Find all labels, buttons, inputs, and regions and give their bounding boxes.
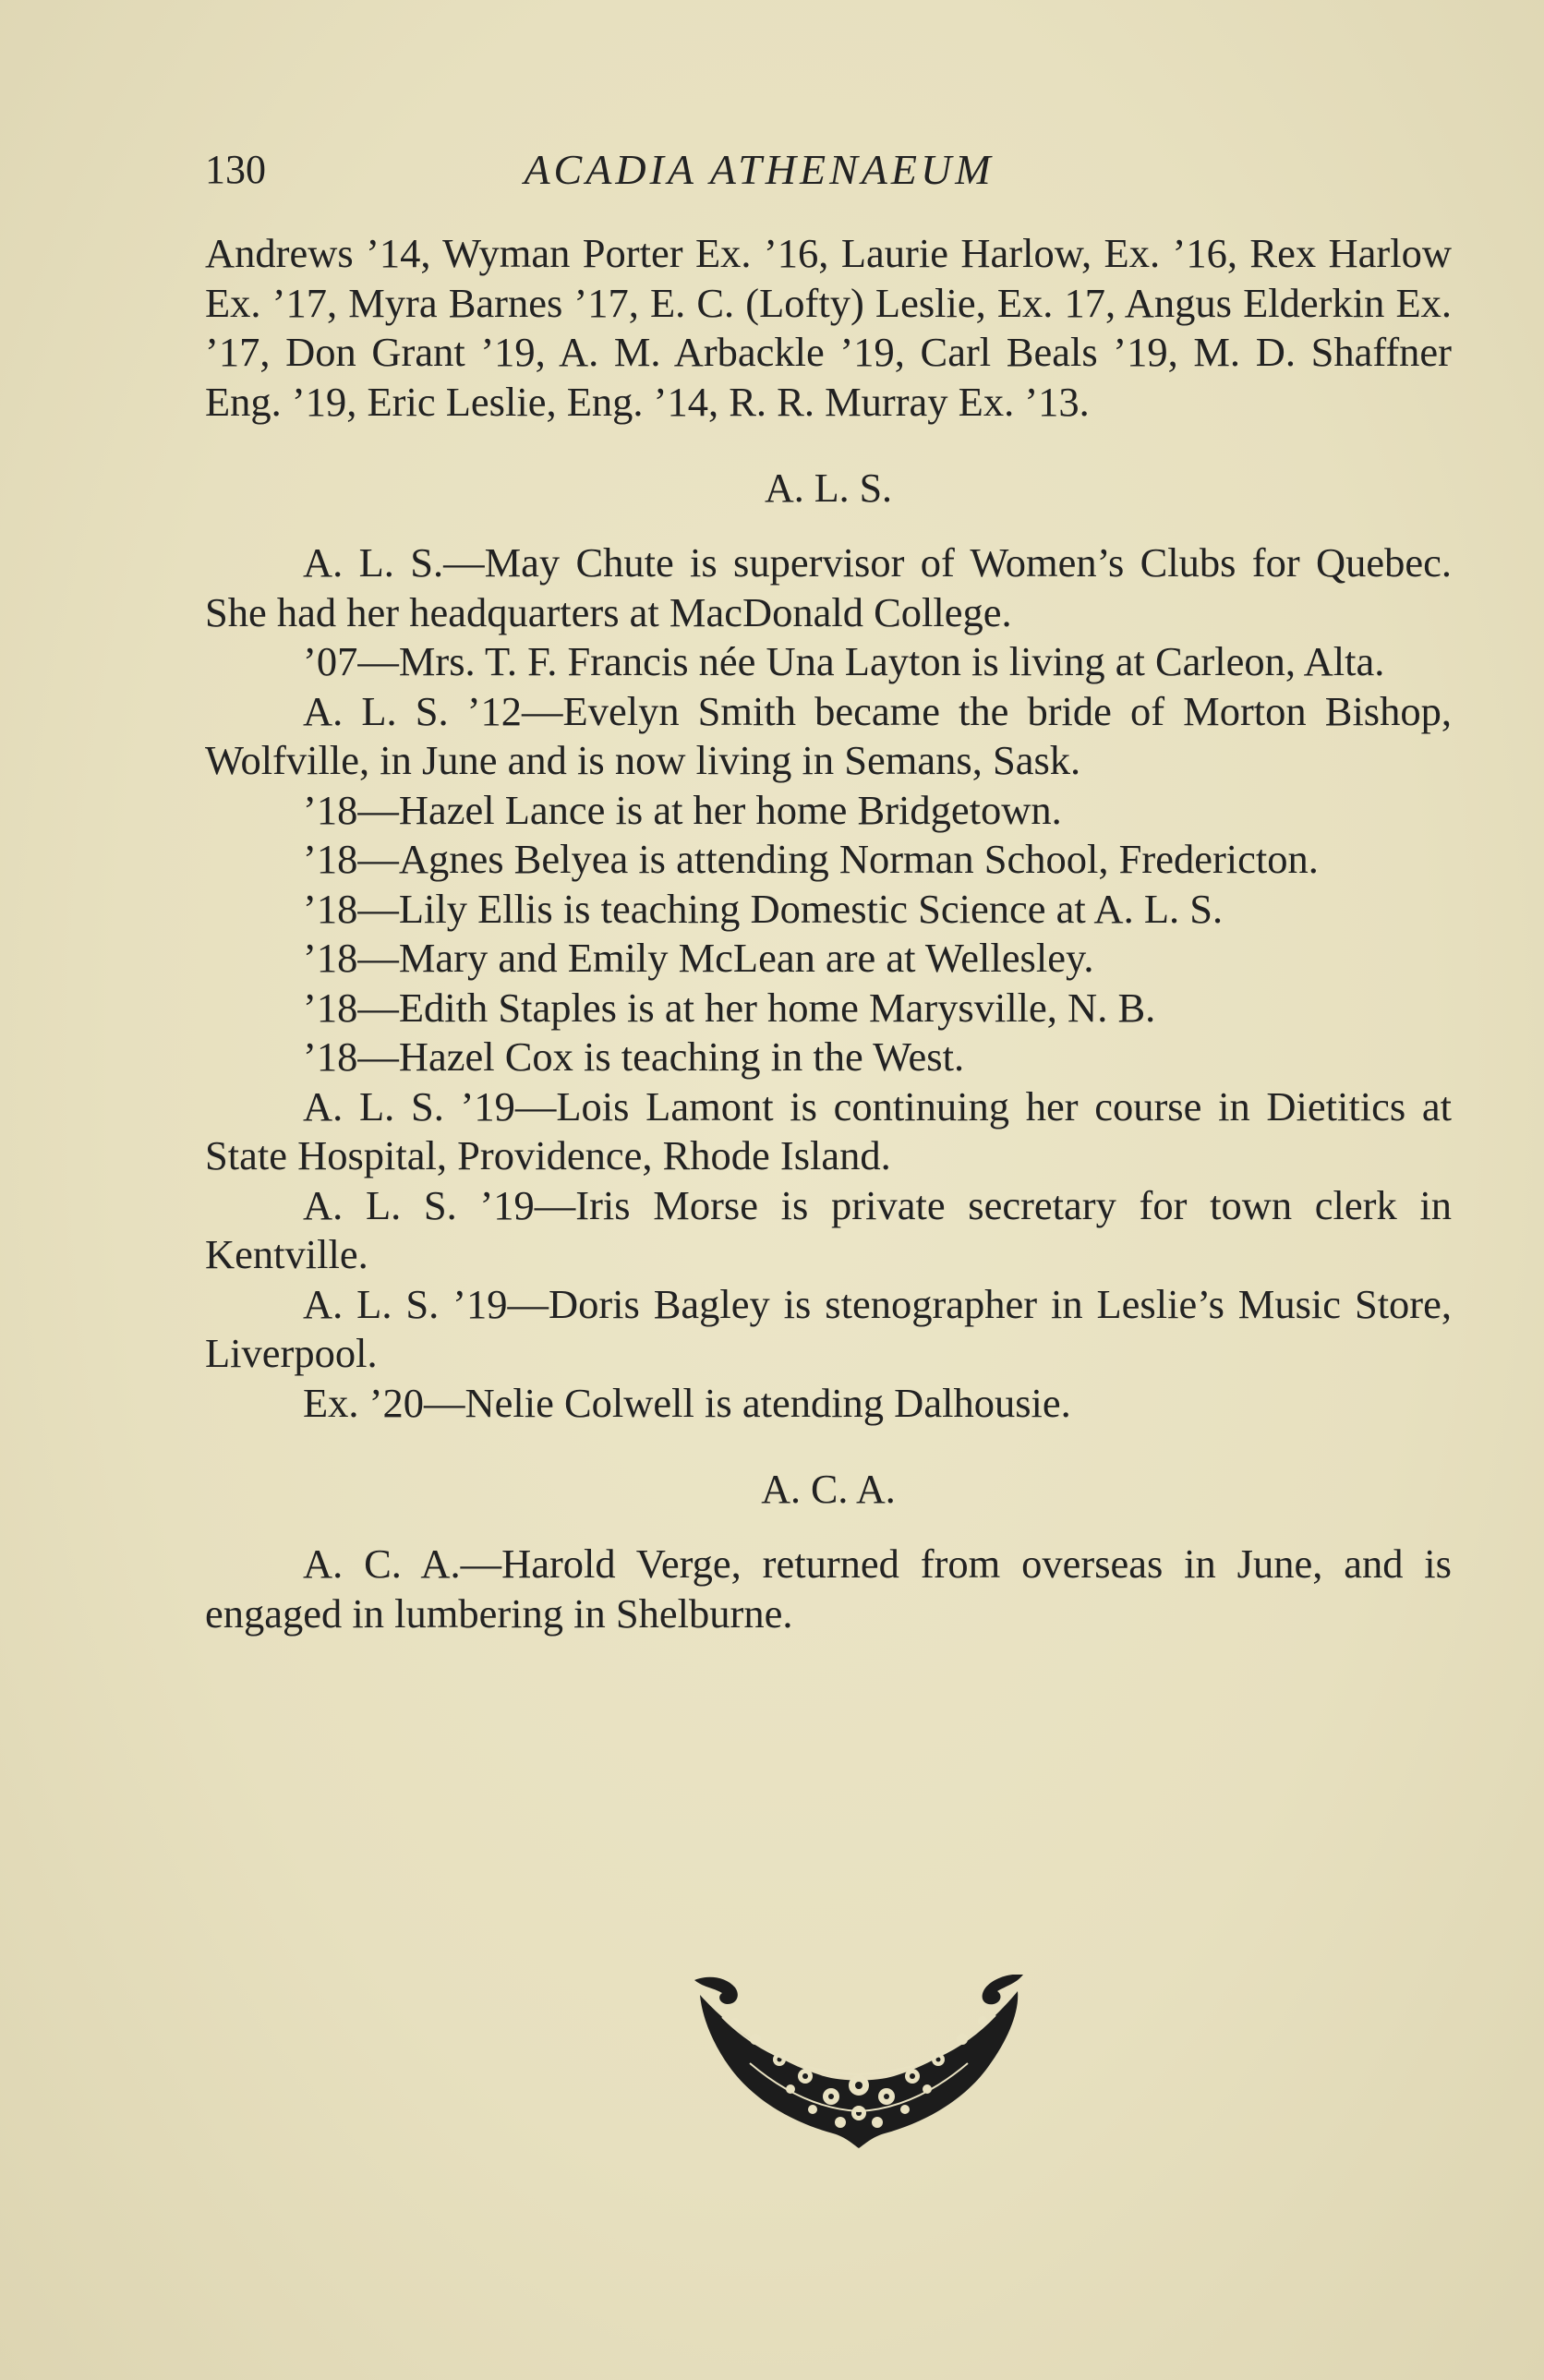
running-title: ACADIA ATHENAEUM [524,146,995,193]
paragraph: ’18—Hazel Lance is at her home Bridgetown. [303,786,1062,833]
paragraph: ’18—Hazel Cox is teaching in the West. [303,1033,965,1080]
body-text [205,229,1452,1638]
paragraph: A. L. S. ’19—Doris Bagley is stenographer in Leslie’s Music Store, Liverpool. [205,1280,1452,1376]
paragraph: ’18—Agnes Belyea is attending Norman School, Fredericton. [303,836,1319,882]
section-aca [205,1465,1452,1638]
page-number: 130 [205,147,266,192]
paragraph: A. L. S. ’19—Lois Lamont is continuing her course in Dietitics at State Hospital, Providence, Rhode Island. [205,1082,1452,1178]
paragraph: A. L. S. ’12—Evelyn Smith became the bride of Morton Bishop, Wolfville, in June and is now living in Semans, Sask. [205,687,1452,783]
paragraph: A. L. S. ’19—Iris Morse is private secretary for town clerk in Kentville. [205,1181,1452,1277]
page-header [205,140,1452,199]
paragraph: Ex. ’20—Nelie Colwell is atending Dalhousie. [303,1379,1071,1426]
floral-tailpiece-ornament-icon [694,1975,1023,2150]
paragraph: ’07—Mrs. T. F. Francis née Una Layton is living at Carleon, Alta. [303,638,1385,684]
section-heading-als: A. L. S. [764,465,893,511]
paragraph: ’18—Edith Staples is at her home Marysville, N. B. [303,984,1156,1031]
section-heading-aca: A. C. A. [761,1467,896,1512]
paragraph: A. L. S.—May Chute is supervisor of Women’s Clubs for Quebec. She had her headquarters at MacDonald College. [205,539,1452,635]
section-als [205,464,1452,1428]
paragraph: ’18—Mary and Emily McLean are at Wellesley. [303,935,1094,981]
paragraph: ’18—Lily Ellis is teaching Domestic Science at A. L. S. [303,885,1224,932]
paragraph: A. C. A.—Harold Verge, returned from overseas in June, and is engaged in lumbering in Shelburne. [205,1540,1452,1637]
intro-paragraph: Andrews ’14, Wyman Porter Ex. ’16, Laurie Harlow, Ex. ’16, Rex Harlow Ex. ’17, Myra Barnes ’17, E. C. (Lofty) Leslie, Ex. 17, Angus Elderkin Ex. ’17, Don Grant ’19, A. M. Arbackle ’19, Carl Beals ’19, M. D. Shaffner Eng. ’19, Eric Leslie, Eng. ’14, R. R. Murray Ex. ’13. [205,230,1452,425]
